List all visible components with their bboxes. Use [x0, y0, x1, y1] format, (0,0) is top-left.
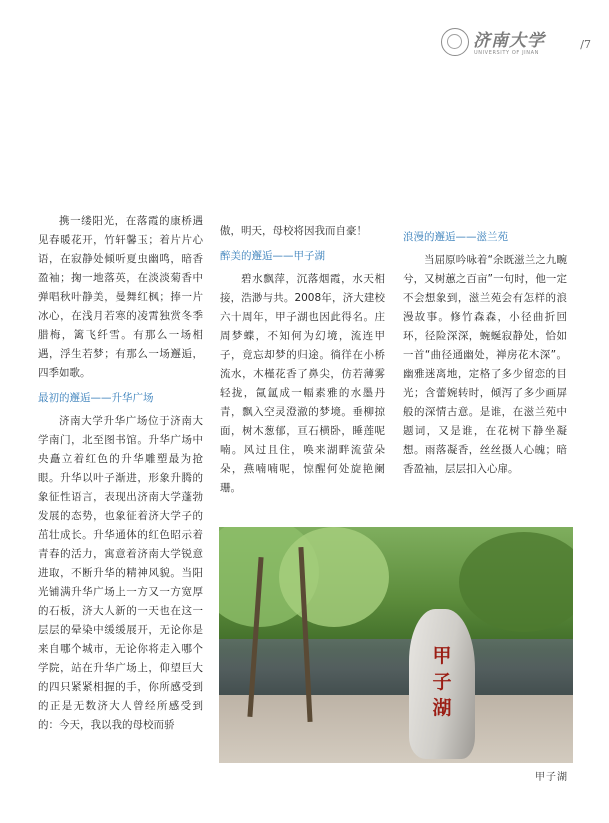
section-heading-zilan-garden: 浪漫的邂逅——滋兰苑 [403, 231, 508, 243]
text-column-1 [38, 212, 203, 735]
university-logo-subtitle: UNIVERSITY OF JINAN [474, 50, 539, 56]
university-logo-text: 济南大学 [473, 31, 545, 51]
page-number: /7 [580, 38, 591, 51]
section-heading-shenghua-square: 最初的邂逅——升华广场 [38, 392, 154, 404]
page-header [441, 26, 591, 66]
jiazi-lake-photo [219, 527, 573, 763]
photo-caption: 甲子湖 [535, 772, 568, 783]
intro-paragraph: 携一缕阳光，在落霞的康桥遇见春暖花开，竹轩馨玉；着片片心语，在寂静处倾听夏虫幽鸣，暗香盈袖；掬一地落英，在淡淡菊香中弹唱秋叶静美，曼舞红枫；捧一片冰心，在浅月若寒的凌霄独赏冬季腊梅，篱飞纤雪。有那么一场相遇，浮生若梦；有那么一场邂逅，四季如歌。 [38, 215, 203, 379]
text-column-2 [220, 222, 385, 498]
text-column-3 [403, 222, 567, 479]
shenghua-square-paragraph: 济南大学升华广场位于济南大学南门，北至图书馆。升华广场中央矗立着红色的升华雕塑最为抢眼。升华以叶子渐进，形象升腾的象征性语言，表现出济南大学蓬勃发展的态势，也象征着济大学子的茁壮成长。升华通体的红色昭示着青春的活力，寓意着济南大学锐意进取，不断升华的精神风貌。当阳光铺满升华广场上一方又一方宽厚的石板，济大人新的一天也在这一层层的晕染中缓缓展开，无论你是来自哪个城市，无论你将走入哪个学院，站在升华广场上，仰望巨大的四只紧紧相握的手，你所感受到的正是无数济大人曾经所感受到的：今天，我以我的母校而骄 [38, 415, 203, 731]
jiazi-lake-paragraph: 碧水飘萍，沉落烟霞，水天相接，浩渺与共。2008年，济大建校六十周年，甲子湖也因此得名。庄周梦蝶，不知何为幻境，流连甲子，竟忘却梦的归途。徜徉在小桥流水，木槿花香了鼻尖，仿若薄雾轻拢，氤氲成一幅素雅的水墨丹青，飘入空灵澄澈的梦境。垂柳掠面，树木葱郁，亘石横卧，睡莲呢喃。风过且住，唤来湖畔流萤朵朵，燕喃喃呢，惊醒何处旋艳阑珊。 [220, 273, 385, 494]
university-seal-logo [441, 28, 469, 56]
zilan-garden-paragraph: 当屈原吟咏着“余既滋兰之九畹兮，又树蕙之百亩”一句时，他一定不会想象到，滋兰苑会有怎样的浪漫故事。修竹森森，小径曲折回环，径险深深，蜿蜒寂静处，恰如一首“曲径通幽处，禅房花木深”。幽雅迷离地，定格了多少留恋的目光；含蕾婉转时，倾泻了多少画屏般的深情古意。是谁，在滋兰苑中题词，又是谁，在花树下静坐凝想。雨落凝香，丝丝摄人心魄；暗香盈袖，层层扣入心扉。 [403, 254, 567, 475]
shenghua-paragraph-continued: 傲，明天，母校将因我而自豪！ [220, 225, 367, 237]
section-heading-jiazi-lake: 醉美的邂逅——甲子湖 [220, 250, 325, 262]
stone-inscription: 甲子湖 [432, 645, 452, 719]
